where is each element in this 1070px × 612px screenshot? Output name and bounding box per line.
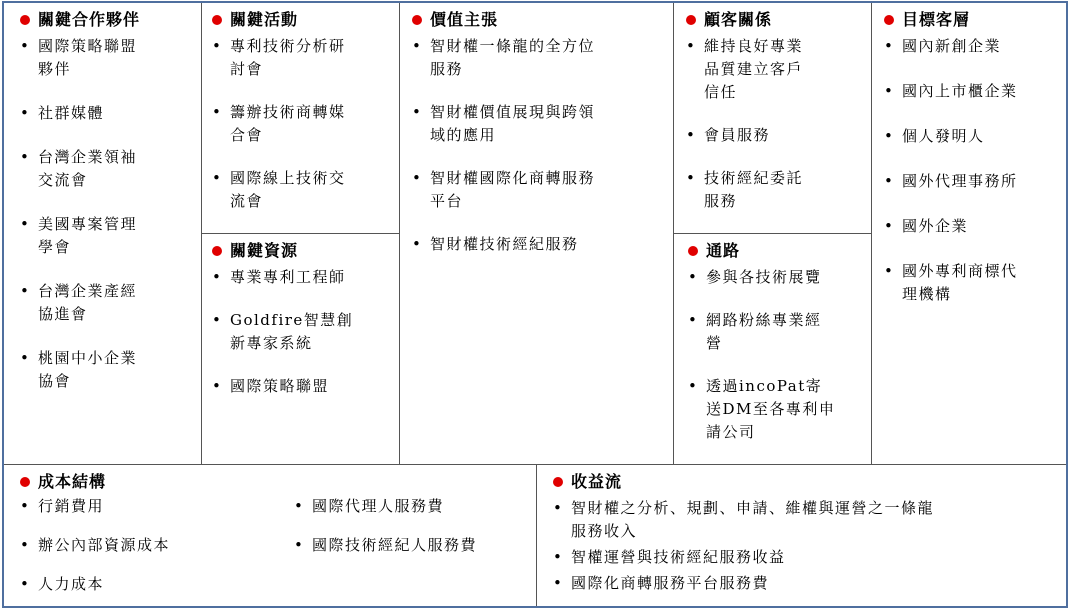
list-item: • 會員服務 [686,124,861,147]
list-item: • 國際策略聯盟 夥伴 [20,35,191,81]
key-activities-list [212,35,389,213]
list-item: • 國際線上技術交 流會 [212,167,389,213]
customer-segments-title: 目標客層 [902,10,971,29]
key-partners-block [4,3,202,465]
list-item: • 辦公內部資源成本 [20,534,240,557]
value-propositions-list [412,35,663,256]
value-propositions-header [412,9,663,31]
customer-segments-list [884,35,1056,306]
list-item: • 國內上市櫃企業 [884,80,1056,103]
revenue-streams-title: 收益流 [571,472,623,491]
business-model-canvas [2,1,1068,608]
list-item: • 國內新創企業 [884,35,1056,58]
key-partners-list [20,35,191,393]
list-item: • 國際策略聯盟 [212,375,389,398]
list-item: • 智財權國際化商轉服務 平台 [412,167,663,213]
list-item: • 台灣企業領袖 交流會 [20,146,191,192]
key-activities-title: 關鍵活動 [230,10,299,29]
cost-structure-title: 成本結構 [38,472,107,491]
revenue-streams-header [553,471,1056,493]
cost-structure-columns [20,495,526,606]
list-item: • 技術經紀委託 服務 [686,167,861,213]
key-partners-header [20,9,191,31]
revenue-streams-block [537,465,1066,606]
key-partners-title: 關鍵合作夥伴 [38,10,141,29]
list-item: • 人力成本 [20,573,240,596]
channels-header [688,240,861,262]
customer-segments-block [872,3,1066,465]
list-item: • 智財權一條龍的全方位 服務 [412,35,663,81]
cost-structure-block [4,465,537,606]
list-item: • 專利技術分析研 討會 [212,35,389,81]
key-resources-block [202,234,400,465]
customer-relationships-list [686,35,861,213]
key-resources-title: 關鍵資源 [230,241,299,260]
value-propositions-block [400,3,674,465]
list-item: • 透過incoPat寄 送DM至各專利申 請公司 [688,375,861,444]
channels-title: 通路 [706,241,741,260]
list-item: • 維持良好專業 品質建立客戶 信任 [686,35,861,104]
red-dot-icon [212,15,222,25]
red-dot-icon [688,246,698,256]
red-dot-icon [212,246,222,256]
cost-structure-header [20,471,526,493]
list-item: • 國際技術經紀人服務費 [294,534,477,557]
red-dot-icon [686,15,696,25]
list-item: • 台灣企業產經 協進會 [20,280,191,326]
list-item: • 智財權價值展現與跨領 域的應用 [412,101,663,147]
customer-segments-header [884,9,1056,31]
list-item: • 國外企業 [884,215,1056,238]
list-item: • 專業專利工程師 [212,266,389,289]
list-item: • 社群媒體 [20,102,191,125]
list-item: • 行銷費用 [20,495,240,518]
list-item: • 參與各技術展覽 [688,266,861,289]
revenue-streams-list [553,497,1056,595]
red-dot-icon [884,15,894,25]
list-item: • Goldfire智慧創 新專家系統 [212,309,389,355]
cost-structure-list-right [294,495,477,606]
key-activities-block [202,3,400,234]
list-item: • 國際代理人服務費 [294,495,477,518]
list-item: • 智權運營與技術經紀服務收益 [553,546,1056,569]
list-item: • 智財權技術經紀服務 [412,233,663,256]
list-item: • 國際化商轉服務平台服務費 [553,572,1056,595]
list-item: • 國外專利商標代 理機構 [884,260,1056,306]
key-resources-header [212,240,389,262]
red-dot-icon [20,15,30,25]
key-activities-header [212,9,389,31]
list-item: • 個人發明人 [884,125,1056,148]
channels-list [688,266,861,444]
list-item: • 智財權之分析、規劃、申請、維權與運營之一條龍 服務收入 [553,497,1056,543]
red-dot-icon [553,477,563,487]
key-resources-list [212,266,389,398]
list-item: • 美國專案管理 學會 [20,213,191,259]
cost-structure-list-left [20,495,240,606]
customer-relationships-title: 顧客關係 [704,10,773,29]
customer-relationships-block [674,3,872,234]
red-dot-icon [20,477,30,487]
red-dot-icon [412,15,422,25]
list-item: • 國外代理事務所 [884,170,1056,193]
list-item: • 網路粉絲專業經 營 [688,309,861,355]
list-item: • 籌辦技術商轉媒 合會 [212,101,389,147]
channels-block [674,234,872,465]
customer-relationships-header [686,9,861,31]
value-propositions-title: 價值主張 [430,10,499,29]
list-item: • 桃園中小企業 協會 [20,347,191,393]
